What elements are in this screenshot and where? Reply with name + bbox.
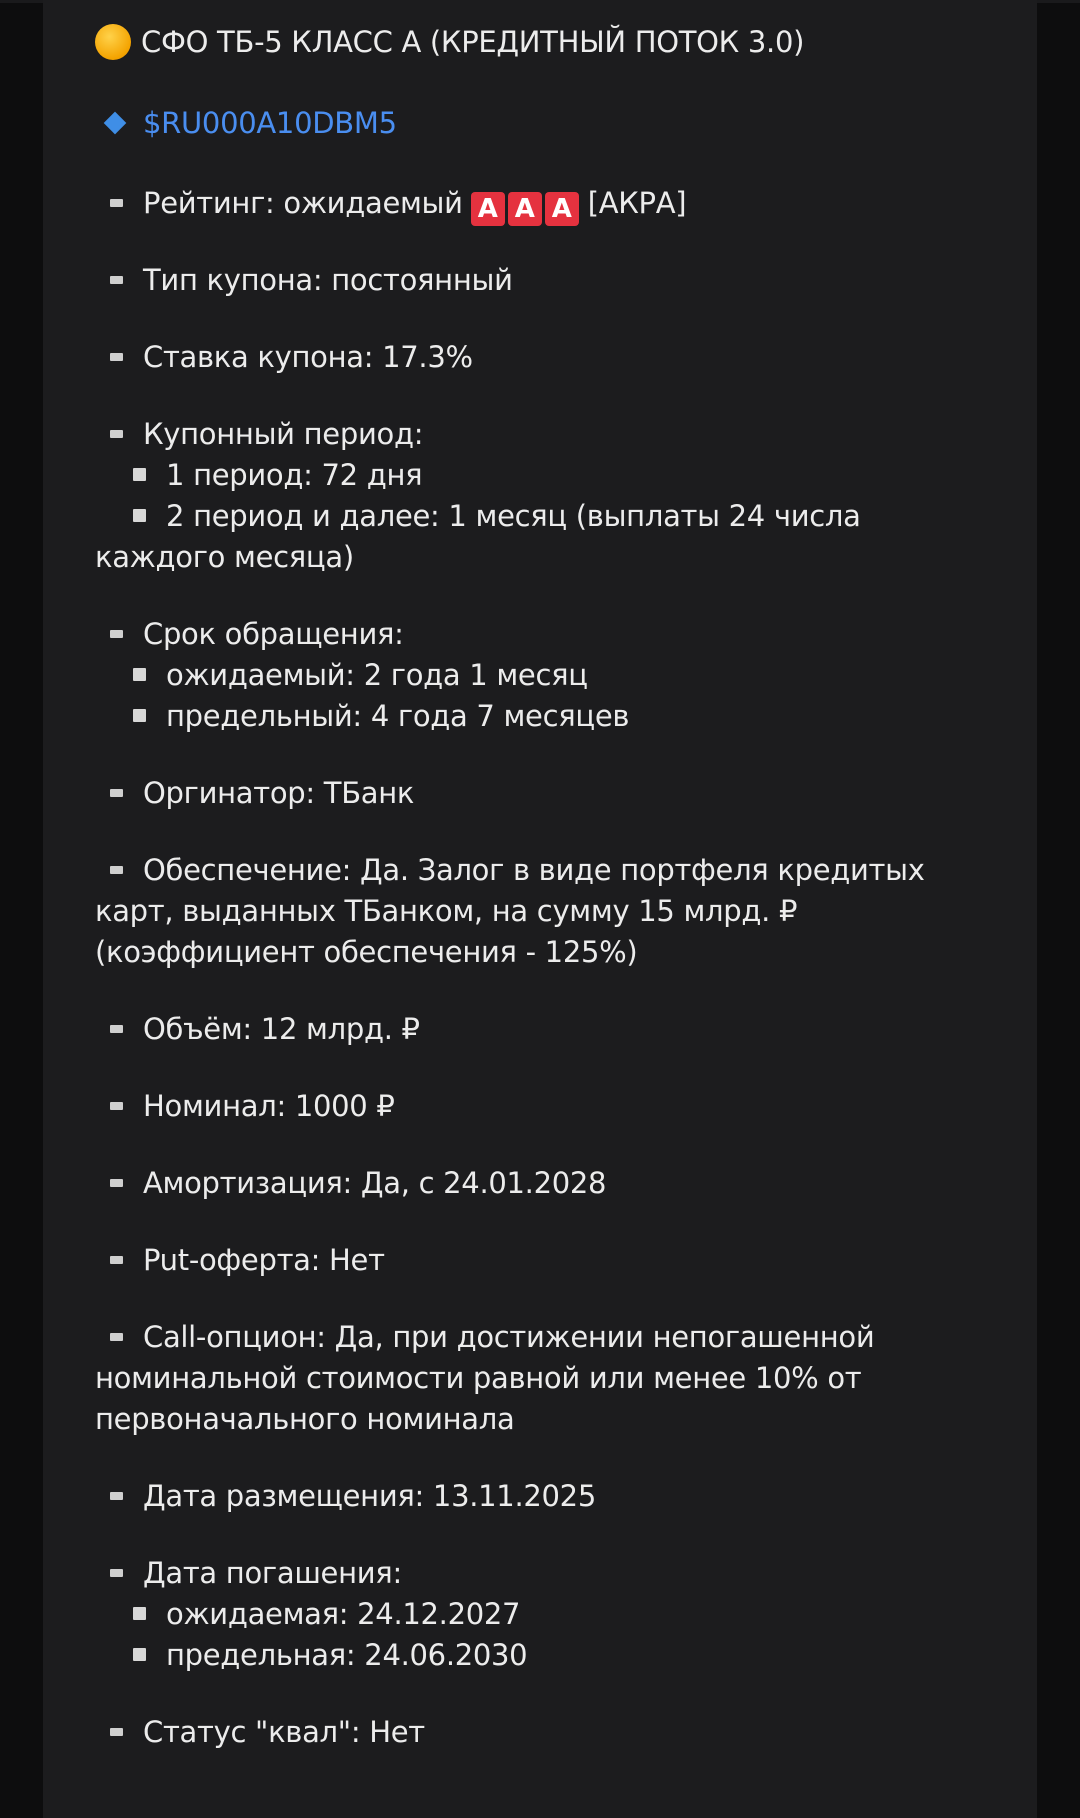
volume-item	[95, 1009, 975, 1050]
bullet-icon	[110, 1256, 123, 1264]
orange-circle-icon	[95, 24, 131, 60]
bullet-icon	[110, 1569, 123, 1577]
amortization-text: Амортизация: Да, с 24.01.2028	[143, 1166, 607, 1200]
bullet-icon	[110, 1025, 123, 1033]
qual-status-text: Статус "квал": Нет	[143, 1715, 425, 1749]
coupon-rate-item	[95, 337, 975, 378]
bullet-icon	[110, 789, 123, 797]
bullet-icon	[110, 353, 123, 361]
sub-bullet-icon	[133, 509, 146, 522]
coupon-rate-text: Ставка купона: 17.3%	[143, 340, 473, 374]
ticker-link[interactable]: $RU000A10DBM5	[143, 105, 397, 140]
maturity-label: Дата погашения:	[143, 1556, 402, 1590]
collateral-text: Обеспечение: Да. Залог в виде портфеля кредитых карт, выданных ТБанком, на сумму 15 млрд. ₽ (коэффициент обеспечения - 125%)	[95, 853, 925, 969]
coupon-type-text: Тип купона: постоянный	[143, 263, 513, 297]
bullet-icon	[110, 276, 123, 284]
term-sub1: ожидаемый: 2 года 1 месяц	[166, 658, 588, 692]
sub-bullet-icon	[133, 1648, 146, 1661]
rating-agency: [АКРА]	[587, 186, 687, 220]
nominal-text: Номинал: 1000 ₽	[143, 1089, 395, 1123]
call-option-item	[95, 1317, 975, 1440]
post-content	[95, 18, 975, 1753]
blue-diamond-icon	[104, 112, 127, 135]
bullet-icon	[110, 1492, 123, 1500]
amortization-item	[95, 1163, 975, 1204]
volume-text: Объём: 12 млрд. ₽	[143, 1012, 420, 1046]
rating-badge-a-icon: A	[471, 192, 505, 226]
nominal-item	[95, 1086, 975, 1127]
coupon-period-sub2: 2 период и далее: 1 месяц (выплаты 24 числа каждого месяца)	[95, 499, 861, 574]
term-label: Срок обращения:	[143, 617, 404, 651]
coupon-period-sub2-row	[95, 496, 975, 578]
rating-badges	[471, 192, 582, 226]
maturity-sub2: предельная: 24.06.2030	[166, 1638, 528, 1672]
collateral-item	[95, 850, 975, 973]
post-title: СФО ТБ-5 КЛАСС А (КРЕДИТНЫЙ ПОТОК 3.0)	[141, 24, 805, 59]
bullet-icon	[110, 1102, 123, 1110]
organizer-item	[95, 773, 975, 814]
coupon-period-label: Купонный период:	[143, 417, 424, 451]
put-offer-item	[95, 1240, 975, 1281]
post-title-row	[95, 18, 975, 66]
bullet-icon	[110, 866, 123, 874]
bullet-icon	[110, 1728, 123, 1736]
rating-badge-a-icon: A	[508, 192, 542, 226]
bullet-icon	[110, 430, 123, 438]
coupon-type-item	[95, 260, 975, 301]
term-sub2: предельный: 4 года 7 месяцев	[166, 699, 630, 733]
sub-bullet-icon	[133, 668, 146, 681]
sub-bullet-icon	[133, 1607, 146, 1620]
ticker-row	[95, 99, 975, 147]
maturity-item	[95, 1553, 975, 1676]
bullet-icon	[110, 1333, 123, 1341]
sub-bullet-icon	[133, 468, 146, 481]
placement-date-item	[95, 1476, 975, 1517]
rating-item	[95, 183, 975, 224]
sub-bullet-icon	[133, 709, 146, 722]
bullet-icon	[110, 1179, 123, 1187]
qual-status-item	[95, 1712, 975, 1753]
placement-date-text: Дата размещения: 13.11.2025	[143, 1479, 596, 1513]
call-option-text: Call-опцион: Да, при достижении непогашенной номинальной стоимости равной или менее 10% от первоначального номинала	[95, 1320, 875, 1436]
coupon-period-sub1: 1 период: 72 дня	[166, 458, 423, 492]
rating-text: Рейтинг: ожидаемый	[143, 186, 463, 220]
term-item	[95, 614, 975, 737]
coupon-period-item	[95, 414, 975, 578]
maturity-sub1: ожидаемая: 24.12.2027	[166, 1597, 521, 1631]
bullet-icon	[110, 199, 123, 207]
bullet-icon	[110, 630, 123, 638]
rating-badge-a-icon: A	[545, 192, 579, 226]
organizer-text: Оргинатор: ТБанк	[143, 776, 415, 810]
put-offer-text: Put-оферта: Нет	[143, 1243, 385, 1277]
